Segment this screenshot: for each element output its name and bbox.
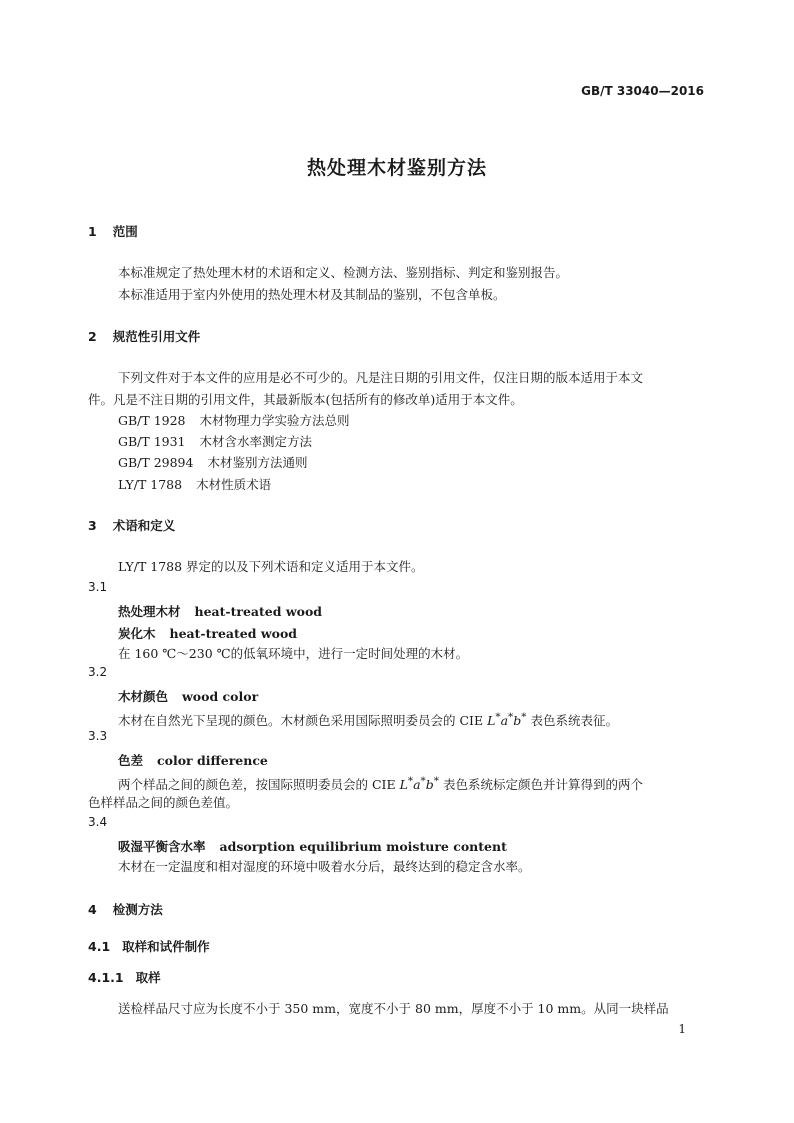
lab-b: b xyxy=(513,713,522,729)
reference-item xyxy=(118,474,271,496)
section-title: 检测方法 xyxy=(112,902,163,917)
lab-l: L xyxy=(399,777,408,793)
term-english: heat-treated wood xyxy=(194,604,323,619)
term-chinese: 热处理木材 xyxy=(118,604,181,619)
definition-text: 表色系统表征。 xyxy=(526,713,618,729)
section-4-heading xyxy=(88,900,163,918)
subsection-title: 取样和试件制作 xyxy=(122,939,210,954)
lab-star: * xyxy=(495,711,501,723)
page-number: 1 xyxy=(678,1022,686,1036)
lab-star: * xyxy=(407,775,414,787)
term-english: heat-treated wood xyxy=(169,626,298,641)
term-english: wood color xyxy=(182,689,259,704)
reference-code: LY/T 1788 xyxy=(118,477,183,492)
subsection-number: 4.1.1 xyxy=(88,970,124,985)
term-chinese: 吸湿平衡含水率 xyxy=(118,839,206,854)
subsection-number: 4.1 xyxy=(88,939,111,954)
reference-title: 木材含水率测定方法 xyxy=(199,434,313,449)
clause-number: 3.3 xyxy=(88,729,108,743)
paragraph: LY/T 1788 界定的以及下列术语和定义适用于本文件。 xyxy=(118,559,424,574)
section-number: 2 xyxy=(88,329,97,344)
term-english: color difference xyxy=(157,753,268,768)
clause-number: 3.4 xyxy=(88,815,108,829)
term-entry xyxy=(118,836,507,855)
reference-item xyxy=(118,431,312,453)
section-number: 3 xyxy=(88,518,97,533)
reference-code: GB/T 29894 xyxy=(118,455,194,470)
section-title: 范围 xyxy=(112,224,138,239)
reference-code: GB/T 1928 xyxy=(118,413,186,428)
lab-star: * xyxy=(508,711,514,723)
reference-code: GB/T 1931 xyxy=(118,434,186,449)
definition-text: 木材在自然光下呈现的颜色。木材颜色采用国际照明委员会的 CIE xyxy=(118,713,488,729)
lab-b: b xyxy=(425,777,434,793)
section-1-heading xyxy=(88,222,138,240)
section-number: 4 xyxy=(88,902,97,917)
term-chinese: 炭化木 xyxy=(118,626,156,641)
subsection-4-1-1-heading xyxy=(88,968,161,986)
lab-star: * xyxy=(420,775,426,787)
term-chinese: 色差 xyxy=(118,753,144,768)
standard-code: GB/T 33040—2016 xyxy=(581,84,704,98)
subsection-4-1-heading xyxy=(88,937,210,955)
lab-star: * xyxy=(521,711,527,723)
section-title: 术语和定义 xyxy=(112,518,176,533)
term-definition: 在 160 ℃～230 ℃的低氧环境中，进行一定时间处理的木材。 xyxy=(118,646,469,661)
term-chinese: 木材颜色 xyxy=(118,689,169,704)
document-title: 热处理木材鉴别方法 xyxy=(306,157,487,179)
term-definition: 木材在一定温度和相对湿度的环境中吸着水分后，最终达到的稳定含水率。 xyxy=(118,859,531,874)
paragraph: 送检样品尺寸应为长度不小于 350 mm，宽度不小于 80 mm，厚度不小于 10 mm。从同一块样品 xyxy=(118,1001,669,1016)
clause-number: 3.1 xyxy=(88,580,108,594)
paragraph-continuation: 件。凡是不注日期的引用文件，其最新版本(包括所有的修改单)适用于本文件。 xyxy=(88,392,523,407)
reference-item xyxy=(118,410,350,432)
reference-title: 木材物理力学实验方法总则 xyxy=(199,413,350,428)
subsection-title: 取样 xyxy=(135,970,161,985)
section-3-heading xyxy=(88,516,175,534)
definition-text: 表色系统标定颜色并计算得到的两个 xyxy=(438,777,643,793)
paragraph: 下列文件对于本文件的应用是必不可少的。凡是注日期的引用文件，仅注日期的版本适用于本文 xyxy=(118,370,644,385)
lab-star: * xyxy=(433,775,439,787)
term-definition-continuation: 色样样品之间的颜色差值。 xyxy=(88,795,239,810)
reference-item xyxy=(118,452,307,474)
definition-text: 两个样品之间的颜色差，按国际照明委员会的 CIE xyxy=(118,777,400,793)
lab-l: L xyxy=(487,713,496,729)
clause-number: 3.2 xyxy=(88,665,108,679)
lab-a: a xyxy=(500,713,509,729)
term-entry xyxy=(118,686,258,705)
paragraph: 本标准规定了热处理木材的术语和定义、检测方法、鉴别指标、判定和鉴别报告。 xyxy=(118,265,569,280)
term-english: adsorption equilibrium moisture content xyxy=(219,839,507,854)
term-entry xyxy=(118,750,268,769)
reference-title: 木材性质术语 xyxy=(196,477,272,492)
section-2-heading xyxy=(88,327,200,345)
lab-a: a xyxy=(413,777,421,793)
term-synonym xyxy=(118,623,297,642)
term-entry xyxy=(118,601,322,620)
section-title: 规范性引用文件 xyxy=(112,329,201,344)
section-number: 1 xyxy=(88,224,97,239)
reference-title: 木材鉴别方法通则 xyxy=(207,455,308,470)
paragraph: 本标准适用于室内外使用的热处理木材及其制品的鉴别，不包含单板。 xyxy=(118,287,506,302)
term-definition xyxy=(118,706,618,732)
